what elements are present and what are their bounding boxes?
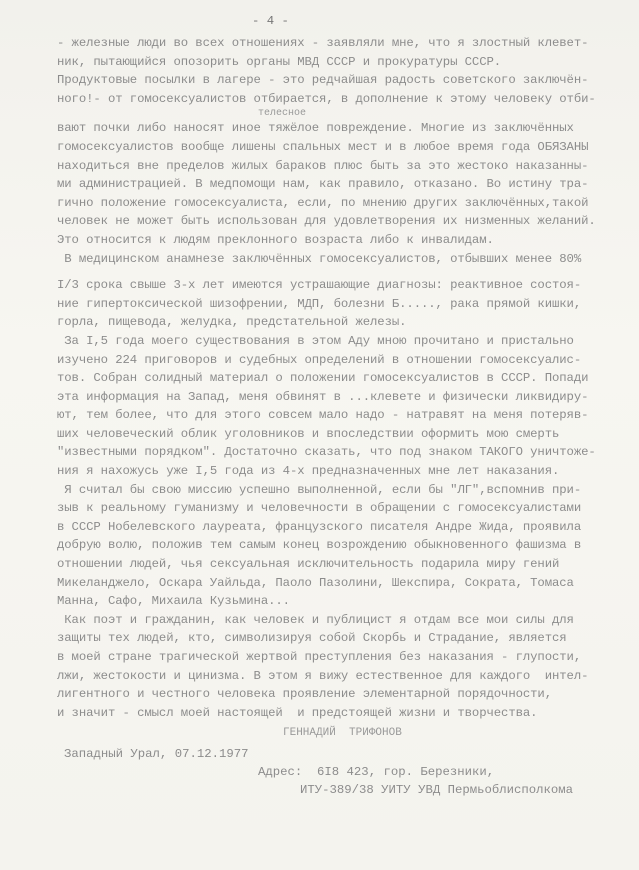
text-line: зыв к реальному гуманизму и человечности в обращении с гомосексуалистами (57, 501, 582, 516)
text-line: защиты тех людей, кто, символизируя собой Скорбь и Страдание, является (57, 631, 567, 646)
letter-body (57, 34, 596, 722)
page-number: - 4 - (252, 14, 289, 28)
text-line: Манна, Сафо, Михаила Кузьмина... (57, 594, 290, 609)
text-line: "известными порядком". Достаточно сказать, что под знаком ТАКОГО уничтоже- (57, 445, 596, 460)
text-line: Я считал бы свою миссию успешно выполненной, если бы "ЛГ",вспомнив при- (57, 482, 582, 497)
text-line: ник, пытающийся опозорить органы МВД СССР и прокуратуры СССР. (57, 54, 502, 69)
text-line: гично положение гомосексуалиста, если, по мнению других заключённых,такой (57, 195, 589, 210)
text-line: ших человеческий облик уголовников и впоследствии оформить мою смерть (57, 426, 560, 441)
text-line: гомосексуалистов вообще лишены спальных мест и в любое время года ОБЯЗАНЫ (57, 139, 589, 154)
text-line: тов. Собран солидный материал о положении гомосексуалистов в СССР. Попади (57, 371, 589, 386)
text-line: В медицинском анамнезе заключённых гомосексуалистов, отбывших менее 80% (57, 251, 582, 266)
overtyped-correction: телесное (258, 108, 307, 119)
address-line-2: ИТУ-389/38 УИТУ УВД Пермьоблисполкома (300, 783, 574, 797)
text-line: - железные люди во всех отношениях - заявляли мне, что я злостный клевет- (57, 36, 589, 50)
text-line: в СССР Нобелевского лауреата, французского писателя Андре Жида, проявила (57, 519, 582, 534)
text-line: лигентного и честного человека проявление элементарной порядочности, (57, 687, 552, 702)
text-line: находиться вне пределов жилых бараков плюс быть за это жестоко наказанны- (57, 158, 589, 173)
text-line: ми администрацией. В медпомощи нам, как правило, отказано. Во истину тра- (57, 177, 589, 192)
text-line: добрую волю, положив тем самым конец возрождению обыкновенного фашизма в (57, 538, 582, 553)
text-line: лжи, жестокости и цинизма. В этом я вижу естественное для каждого интел- (57, 668, 589, 683)
text-line: горла, пищевода, желудка, предстательной железы. (57, 315, 407, 330)
text-line: ного!- от гомосексуалистов отбирается, в дополнение к этому человеку отби- (57, 91, 596, 106)
address-line-1: Адрес: 6I8 423, гор. Березники, (258, 765, 495, 779)
text-line: ния я нахожусь уже I,5 года из 4-х предназначенных мне лет наказания. (57, 464, 560, 479)
place-date: Западный Урал, 07.12.1977 (64, 747, 249, 761)
text-line: отношении людей, чья сексуальная исключительность подарила миру гений (57, 557, 560, 572)
text-line: I/3 срока свыше 3-х лет имеются устрашающие диагнозы: реактивное состоя- (57, 278, 582, 293)
text-line: и значит - смысл моей настоящей и предстоящей жизни и творчества. (57, 705, 538, 720)
text-line: изучено 224 приговоров и судебных определений в отношении гомосексуалис- (57, 352, 582, 367)
text-line: вают почки либо наносят иное тяжёлое повреждение. Многие из заключённых (57, 121, 574, 136)
signature: ГЕННАДИЙ ТРИФОНОВ (283, 727, 402, 739)
text-line: Продуктовые посылки в лагере - это редчайшая радость советского заключён- (57, 73, 589, 88)
text-line: человек не может быть использован для удовлетворения их низменных желаний. (57, 214, 596, 229)
text-line: в моей стране трагической жертвой преступления без наказания - глупости, (57, 650, 582, 664)
text-line: Микеланджело, Оскара Уайльда, Паоло Пазолини, Шекспира, Сократа, Томаса (57, 575, 574, 590)
text-line: ют, тем более, что для этого совсем мало надо - натравят на меня потеряв- (57, 408, 589, 423)
text-line: эта информация на Запад, меня обвинят в ...клевете и физически ликвидиру- (57, 389, 589, 404)
text-line: Как поэт и гражданин, как человек и публицист я отдам все мои силы для (57, 612, 574, 627)
text-line: Это относится к людям преклонного возраста либо к инвалидам. (57, 232, 494, 247)
text-line: За I,5 года моего существования в этом Аду мною прочитано и пристально (57, 333, 574, 348)
text-line: ние гипертоксической шизофрении, МДП, болезни Б....., рака прямой кишки, (57, 296, 582, 311)
